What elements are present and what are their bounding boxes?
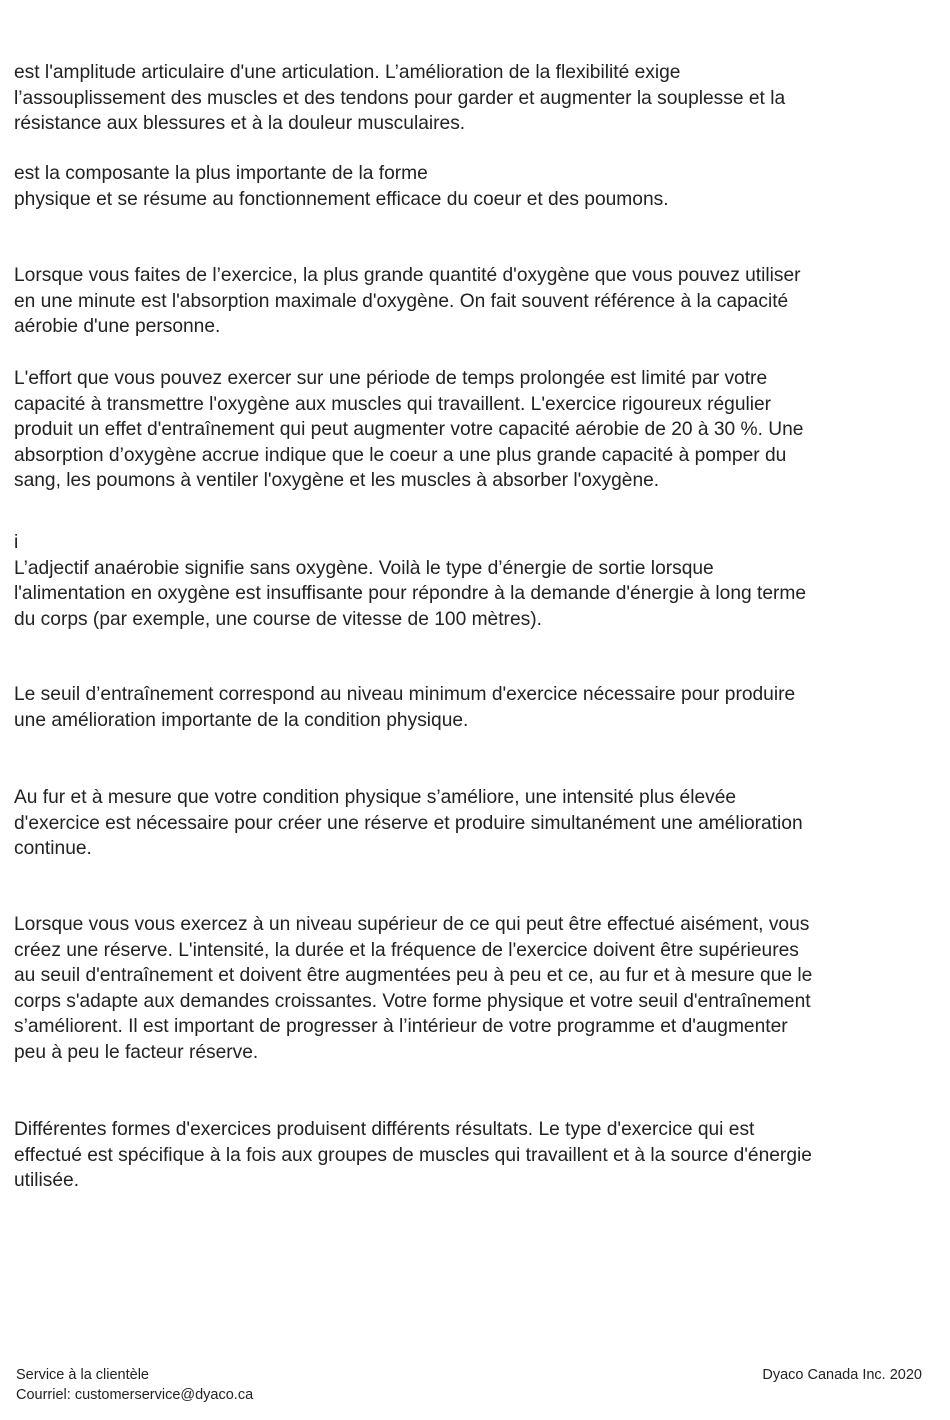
- paragraph-flexibility: est l'amplitude articulaire d'une articulation. L’amélioration de la flexibilité exige l’assouplissement des muscles et des tendons pour garder et augmenter la souplesse et la résistance aux blessures et à la douleur musculaires.: [14, 62, 786, 134]
- paragraph-overload: Lorsque vous vous exercez à un niveau supérieur de ce qui peut être effectué aisément, vous créez une réserve. L'intensité, la durée et la fréquence de l'exercice doivent être supérieures au seuil d'entraînement et doivent être augmentées peu à peu et ce, au fur et à mesure que le corps s'adapte aux demandes croissantes. Votre forme physique et votre seuil d'entraînement s’améliorent. Il est important de progresser à l’intérieur de votre programme et d'augmenter peu à peu le facteur réserve.: [14, 914, 813, 1063]
- footer-contact: Service à la clientèle Courriel: customerservice@dyaco.ca: [16, 1367, 254, 1403]
- paragraph-aerobic-capacity: Lorsque vous faites de l’exercice, la plus grande quantité d'oxygène que vous pouvez utiliser en une minute est l'absorption maximale d'oxygène. On fait souvent référence à la capacité aérobie d'une personne.: [14, 265, 801, 337]
- footer-company: Dyaco Canada Inc. 2020: [762, 1367, 922, 1383]
- paragraph-anaerobic: i L’adjectif anaérobie signifie sans oxygène. Voilà le type d’énergie de sortie lorsque l'alimentation en oxygène est insuffisante pour répondre à la demande d'énergie à long terme du corps (par exemple, une course de vitesse de 100 mètres).: [14, 532, 807, 630]
- paragraph-specificity: Différentes formes d'exercices produisent différents résultats. Le type d'exercice qui est effectué est spécifique à la fois aux groupes de muscles qui travaillent et à la source d'énergie utilisée.: [14, 1119, 812, 1191]
- paragraph-oxygen-transport: L'effort que vous pouvez exercer sur une période de temps prolongée est limité par votre capacité à transmettre l'oxygène aux muscles qui travaillent. L'exercice rigoureux régulier produit un effet d'entraînement qui peut augmenter votre capacité aérobie de 20 à 30 %. Une absorption d’oxygène accrue indique que le coeur a une plus grande capacité à pomper du sang, les poumons à ventiler l'oxygène et les muscles à absorber l'oxygène.: [14, 368, 804, 491]
- paragraph-cardio-fitness: est la composante la plus importante de la forme physique et se résume au fonctionnement efficace du coeur et des poumons.: [14, 163, 669, 210]
- paragraph-training-threshold: Le seuil d’entraînement correspond au niveau minimum d'exercice nécessaire pour produire une amélioration importante de la condition physique.: [14, 684, 796, 731]
- paragraph-progression: Au fur et à mesure que votre condition physique s’améliore, une intensité plus élevée d'exercice est nécessaire pour créer une réserve et produire simultanément une amélioration continue.: [14, 787, 803, 859]
